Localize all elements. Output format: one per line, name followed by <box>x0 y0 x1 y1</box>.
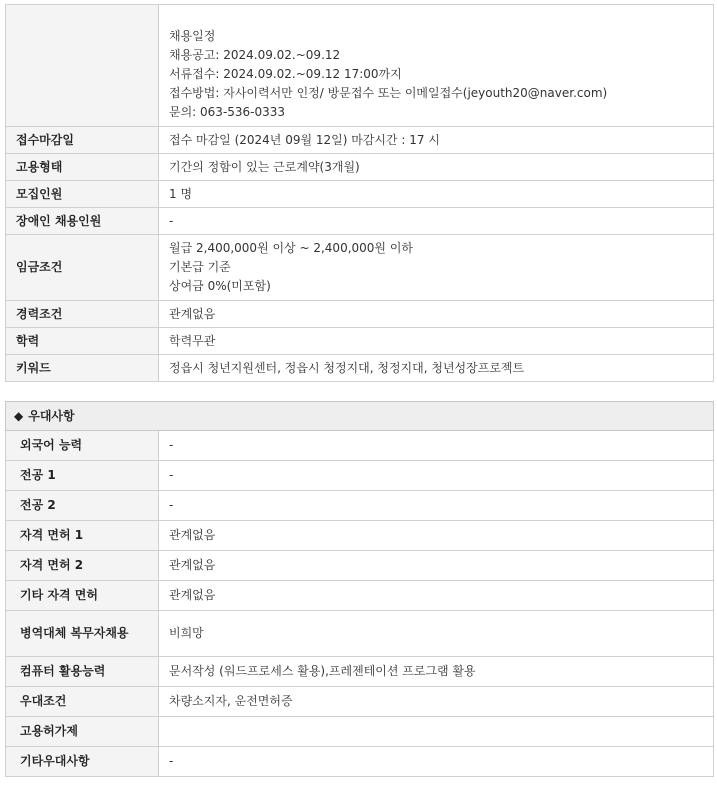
row-value: 관계없음 <box>159 521 714 551</box>
row-value: 관계없음 <box>159 551 714 581</box>
row-value: 학력무관 <box>159 328 714 355</box>
row-label: 전공 2 <box>6 491 159 521</box>
row-value: 접수 마감일 (2024년 09월 12일) 마감시간 : 17 시 <box>159 127 714 154</box>
table-row <box>6 461 714 491</box>
row-label: 기타우대사항 <box>6 747 159 777</box>
row-value: 관계없음 <box>159 581 714 611</box>
table-row <box>6 328 714 355</box>
diamond-icon: ◆ <box>14 408 24 423</box>
row-label: 병역대체 복무자채용 <box>6 611 159 657</box>
table-row <box>6 208 714 235</box>
row-label: 키워드 <box>6 355 159 382</box>
table-row <box>6 301 714 328</box>
row-value <box>159 235 714 301</box>
row-label: 접수마감일 <box>6 127 159 154</box>
table-row <box>6 687 714 717</box>
row-label: 고용허가제 <box>6 717 159 747</box>
row-value: 정읍시 청년지원센터, 정읍시 청정지대, 청정지대, 청년성장프로젝트 <box>159 355 714 382</box>
row-value: 관계없음 <box>159 301 714 328</box>
row-label: 모집인원 <box>6 181 159 208</box>
row-label: 자격 면허 1 <box>6 521 159 551</box>
table-row <box>6 127 714 154</box>
preferences-table <box>5 401 714 777</box>
row-value <box>159 717 714 747</box>
row-label: 컴퓨터 활용능력 <box>6 657 159 687</box>
section-title-cell <box>6 402 714 431</box>
table-row <box>6 521 714 551</box>
row-value: - <box>159 208 714 235</box>
row-label: 전공 1 <box>6 461 159 491</box>
job-info-table <box>5 4 714 382</box>
schedule-row <box>6 5 714 127</box>
row-label: 경력조건 <box>6 301 159 328</box>
row-label: 임금조건 <box>6 235 159 301</box>
row-label: 우대조건 <box>6 687 159 717</box>
row-value: - <box>159 461 714 491</box>
row-value: 문서작성 (워드프로세스 활용),프레젠테이션 프로그램 활용 <box>159 657 714 687</box>
wage-range: 월급 2,400,000원 이상 ~ 2,400,000원 이하 <box>169 241 414 255</box>
wage-bonus: 상여금 0%(미포함) <box>169 279 271 293</box>
row-value: - <box>159 747 714 777</box>
table-row <box>6 717 714 747</box>
row-label: 장애인 채용인원 <box>6 208 159 235</box>
table-row <box>6 657 714 687</box>
row-value: 비희망 <box>159 611 714 657</box>
row-label: 외국어 능력 <box>6 431 159 461</box>
row-label: 기타 자격 면허 <box>6 581 159 611</box>
schedule-label-cell <box>6 5 159 127</box>
row-label: 학력 <box>6 328 159 355</box>
table-row <box>6 355 714 382</box>
table-row <box>6 431 714 461</box>
table-row <box>6 611 714 657</box>
table-row <box>6 581 714 611</box>
schedule-contact: 문의: 063-536-0333 <box>169 105 286 119</box>
row-label: 자격 면허 2 <box>6 551 159 581</box>
row-value: 1 명 <box>159 181 714 208</box>
row-value: - <box>159 491 714 521</box>
row-value: - <box>159 431 714 461</box>
table-row <box>6 747 714 777</box>
row-value: 차량소지자, 운전면허증 <box>159 687 714 717</box>
schedule-document-receipt: 서류접수: 2024.09.02.~09.12 17:00까지 <box>169 67 402 81</box>
schedule-value-cell <box>159 5 714 127</box>
row-value: 기간의 정함이 있는 근로계약(3개월) <box>159 154 714 181</box>
schedule-application-method: 접수방법: 자사이력서만 인정/ 방문접수 또는 이메일접수(jeyouth20@naver.com) <box>169 86 608 100</box>
row-label: 고용형태 <box>6 154 159 181</box>
table-row <box>6 154 714 181</box>
table-row <box>6 181 714 208</box>
schedule-title: 채용일정 <box>169 29 216 43</box>
section-title: 우대사항 <box>28 408 75 423</box>
wage-basis: 기본급 기준 <box>169 260 231 274</box>
table-row <box>6 235 714 301</box>
schedule-announcement: 채용공고: 2024.09.02.~09.12 <box>169 48 341 62</box>
table-row <box>6 551 714 581</box>
preferences-section-header <box>6 402 714 431</box>
table-row <box>6 491 714 521</box>
